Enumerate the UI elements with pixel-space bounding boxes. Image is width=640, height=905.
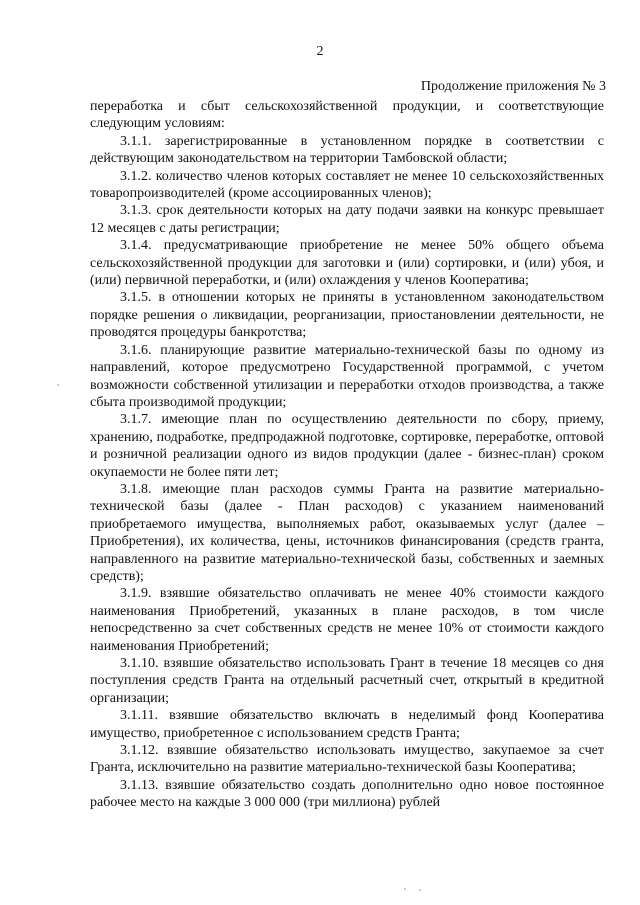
scan-speck [404,888,406,890]
page-number: 2 [316,44,324,59]
clause-3-1-2: 3.1.2. количество членов которых составляет не менее 10 сельскохозяйственных товаропроизводителей (кроме ассоциированных членов); [90,168,604,202]
clause-3-1-4: 3.1.4. предусматривающие приобретение не менее 50% общего объема сельскохозяйственной продукции для заготовки и (или) сортировки, и (или) убоя, и (или) первичной переработки, и (или) охлаждения у членов Кооператива; [90,238,604,289]
appendix-continuation-note: Продолжение приложения № 3 [420,79,606,94]
document-body [90,98,604,812]
clause-3-1-13: 3.1.13. взявшие обязательство создать дополнительно одно новое постоянное рабочее место на каждые 3 000 000 (три миллиона) рублей [90,777,604,811]
clause-3-1-10: 3.1.10. взявшие обязательство использовать Грант в течение 18 месяцев со дня поступления средств Гранта на отдельный расчетный счет, открытый в кредитной организации; [90,656,604,706]
clause-3-1-9: 3.1.9. взявшие обязательство оплачивать не менее 40% стоимости каждого наименования Приобретений, указанных в плане расходов, в том числе непосредственно за счет собственных средств не менее 10% от стоимости каждого наименования Приобретений; [90,586,604,654]
paragraph-continuation: переработка и сбыт сельскохозяйственной продукции, и соответствующие следующим условиям: [90,99,604,132]
clause-3-1-6: 3.1.6. планирующие развитие материально-технической базы по одному из направлений, которое предусмотрено Государственной программой, с учетом возможности собственной утилизации и переработки отходов производства, а также сбыта производимой продукции; [90,342,604,410]
clause-3-1-7: 3.1.7. имеющие план по осуществлению деятельности по сбору, приему, хранению, подработке, предпродажной подготовке, сортировке, переработке, оптовой и розничной реализации одного из видов продукции (далее - бизнес-план) сроком окупаемости не более пяти лет; [90,412,604,480]
clause-3-1-8: 3.1.8. имеющие план расходов суммы Гранта на развитие материально-технической базы (далее - План расходов) с указанием наименований приобретаемого имущества, выполняемых работ, оказываемых услуг (далее – Приобретения), их количества, цены, источников финансирования (средств гранта, направленного на развитие материально-технической базы, собственных и заемных средств); [90,481,604,584]
scan-speck [419,889,421,891]
clause-3-1-1: 3.1.1. зарегистрированные в установленном порядке в соответствии с действующим законодательством на территории Тамбовской области; [90,133,604,167]
clause-3-1-3: 3.1.3. срок деятельности которых на дату подачи заявки на конкурс превышает 12 месяцев с даты регистрации; [90,203,604,236]
scan-speck [57,384,59,386]
clause-3-1-11: 3.1.11. взявшие обязательство включать в неделимый фонд Кооператива имущество, приобретенное с использованием средств Гранта; [90,708,604,741]
clause-3-1-5: 3.1.5. в отношении которых не приняты в установленном законодательством порядке решения о ликвидации, реорганизации, приостановлении деятельности, не проводятся процедуры банкротства; [90,290,604,341]
clause-3-1-12: 3.1.12. взявшие обязательство использовать имущество, закупаемое за счет Гранта, исключительно на развитие материально-технической базы Кооператива; [90,743,604,776]
